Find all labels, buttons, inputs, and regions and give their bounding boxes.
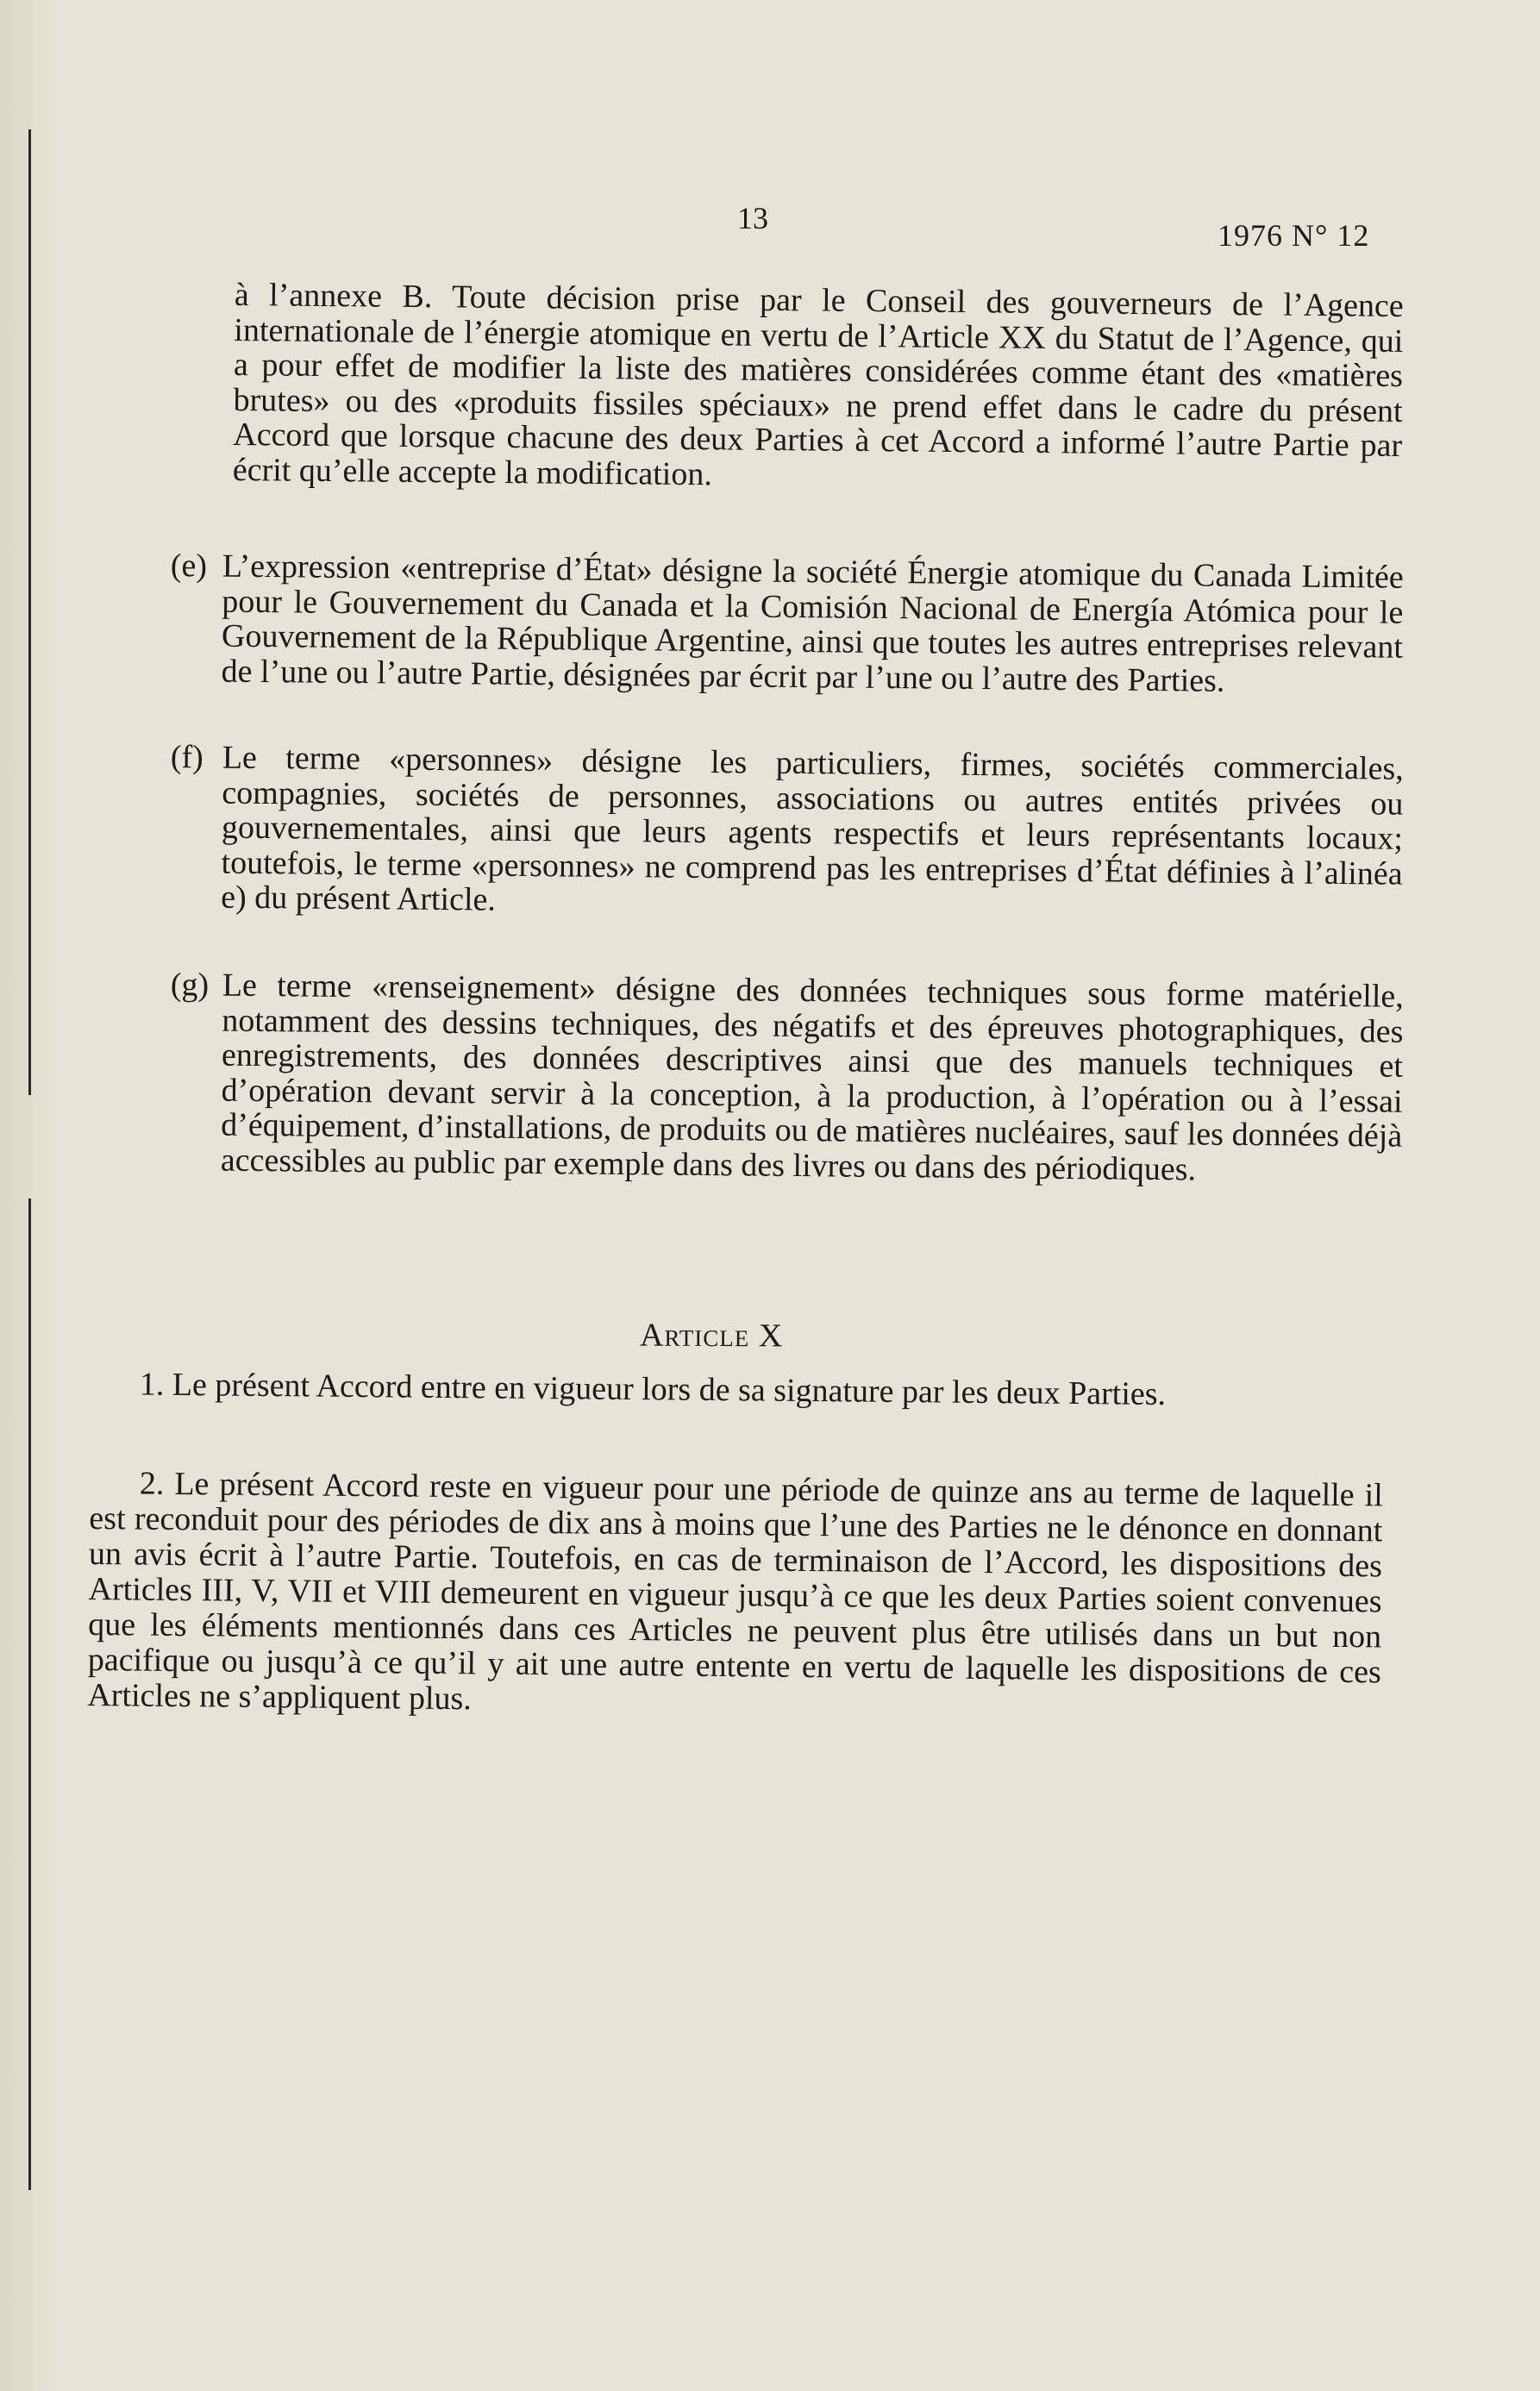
definition-text: Le terme «personnes» désigne les particuliers, firmes, sociétés commerciales, compagnies, sociétés de personnes, associations ou autres entités privées ou gouvernementales, ainsi que leurs agents respectifs et leurs représentants locaux; toutefois, le terme «personnes» ne comprend pas les entreprises d’État définies à l’alinéa e) du présent Article. bbox=[221, 739, 1404, 918]
definition-marker: (g) bbox=[170, 967, 210, 1004]
definition-item-e bbox=[169, 548, 1403, 700]
definition-item-g bbox=[169, 967, 1404, 1189]
clause-text: Le présent Accord entre en vigueur lors de sa signature par les deux Parties. bbox=[172, 1366, 1167, 1412]
clause-text: Le présent Accord reste en vigueur pour une période de quinze ans au terme de laquelle il est reconduit pour des périodes de dix ans à moins que l’une des Parties ne le dénonce en donnant un avis écrit à l’autre Partie. Toutefois, en cas de terminaison de l’Accord, les dispositions des Articles III, V, VII et VIII demeurent en vigueur jusqu’à ce que les deux Parties soient convenues que les éléments mentionnés dans ces Articles ne peuvent plus être utilisés dans un but non pacifique ou jusqu’à ce qu’il y ait une autre entente en vertu de laquelle les dispositions de ces Articles ne s’appliquent plus. bbox=[87, 1465, 1383, 1718]
document-reference: 1976 N° 12 bbox=[1218, 218, 1370, 253]
article-heading-text: Article X bbox=[639, 1317, 784, 1355]
article-heading bbox=[640, 1317, 783, 1355]
definition-marker: (f) bbox=[170, 739, 203, 776]
definition-marker: (e) bbox=[170, 548, 208, 585]
definition-text: Le terme «renseignement» désigne des données techniques sous forme matérielle, notamment des dessins techniques, des négatifs et des épreuves photographiques, des enregistrements, des données descriptives ainsi que des manuels techniques et d’opération devant servir à la conception, à la production, à l’opération ou à l’essai d’équipement, d’installations, de produits ou de matières nucléaires, sauf les données déjà accessibles au public par exemple dans des livres ou dans des périodiques. bbox=[220, 967, 1404, 1187]
binding-edge-line-upper bbox=[28, 129, 31, 1095]
definition-text: L’expression «entreprise d’État» désigne la société Énergie atomique du Canada Limitée pour le Gouvernement du Canada et la Comisión Nacional de Energía Atómica pour le Gouvernement de la République Argentine, ainsi que toutes les autres entreprises relevant de l’une ou l’autre Partie, désignées par écrit par l’une ou l’autre des Parties. bbox=[221, 548, 1404, 699]
article-clause-1 bbox=[90, 1367, 1383, 1414]
clause-number: 1. bbox=[139, 1366, 165, 1403]
article-clause-2 bbox=[87, 1466, 1383, 1725]
page-number: 13 bbox=[737, 201, 768, 235]
intro-paragraph bbox=[233, 278, 1404, 498]
clause-number: 2. bbox=[139, 1465, 165, 1502]
binding-edge-line-lower bbox=[28, 1199, 31, 2190]
intro-paragraph-text: à l’annexe B. Toute décision prise par le Conseil des gouverneurs de l’Agence internationale de l’énergie atomique en vertu de l’Article XX du Statut de l’Agence, qui a pour effet de modifier la liste des matières considérées comme étant des «matières brutes» ou des «produits fissiles spéciaux» ne prend effet dans le cadre du présent Accord que lorsque chacune des deux Parties à cet Accord a informé l’autre Partie par écrit qu’elle accepte la modification. bbox=[232, 277, 1404, 492]
definition-item-f bbox=[169, 740, 1404, 926]
